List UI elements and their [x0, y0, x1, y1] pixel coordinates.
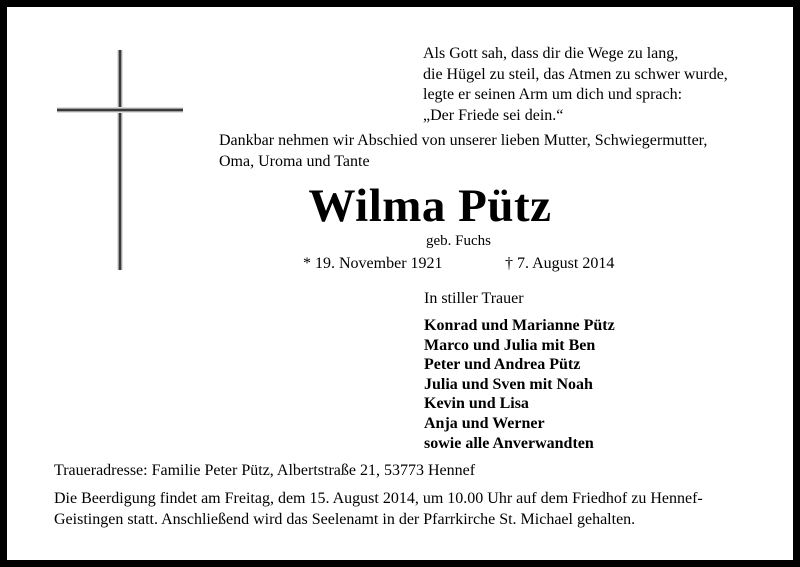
intro-line: Dankbar nehmen wir Abschied von unserer lieben Mutter, Schwiegermutter, [219, 132, 708, 149]
intro-line: Oma, Uroma und Tante [219, 153, 370, 170]
death-date: † 7. August 2014 [505, 255, 615, 272]
mourner-entry: sowie alle Anverwandten [424, 434, 594, 452]
birth-date: * 19. November 1921 [303, 255, 443, 272]
mourner-entry: Julia und Sven mit Noah [424, 375, 593, 393]
mourners-heading: In stiller Trauer [424, 290, 524, 307]
mourner-entry: Kevin und Lisa [424, 395, 529, 413]
mourners-list [424, 316, 615, 453]
cross-horizontal-beam [57, 107, 183, 113]
mourner-entry: Konrad und Marianne Pütz [424, 317, 615, 334]
birth-name: geb. Fuchs [426, 233, 491, 249]
poem [423, 44, 728, 126]
poem-line: legte er seinen Arm um dich und sprach: [423, 86, 683, 103]
mourner-entry: Marco und Julia mit Ben [424, 336, 596, 354]
mourner-entry: Peter und Andrea Pütz [424, 356, 581, 374]
poem-line: Als Gott sah, dass dir die Wege zu lang, [423, 45, 679, 62]
funeral-line: Geistingen statt. Anschließend wird das Seelenamt in der Pfarrkirche St. Michael gehalten. [54, 510, 636, 528]
farewell-intro [219, 130, 707, 172]
poem-line: die Hügel zu steil, das Atmen zu schwer wurde, [423, 65, 728, 83]
funeral-line: Die Beerdigung findet am Freitag, dem 15. August 2014, um 10.00 Uhr auf dem Friedhof zu Hennef- [54, 490, 703, 507]
funeral-notice [54, 489, 703, 530]
poem-line: „Der Friede sei dein.“ [423, 106, 564, 124]
mourner-entry: Anja und Werner [424, 414, 545, 432]
deceased-name: Wilma Pütz [308, 180, 552, 232]
mourning-address: Traueradresse: Familie Peter Pütz, Albertstraße 21, 53773 Hennef [54, 462, 476, 479]
cross-vertical-beam [117, 50, 123, 270]
